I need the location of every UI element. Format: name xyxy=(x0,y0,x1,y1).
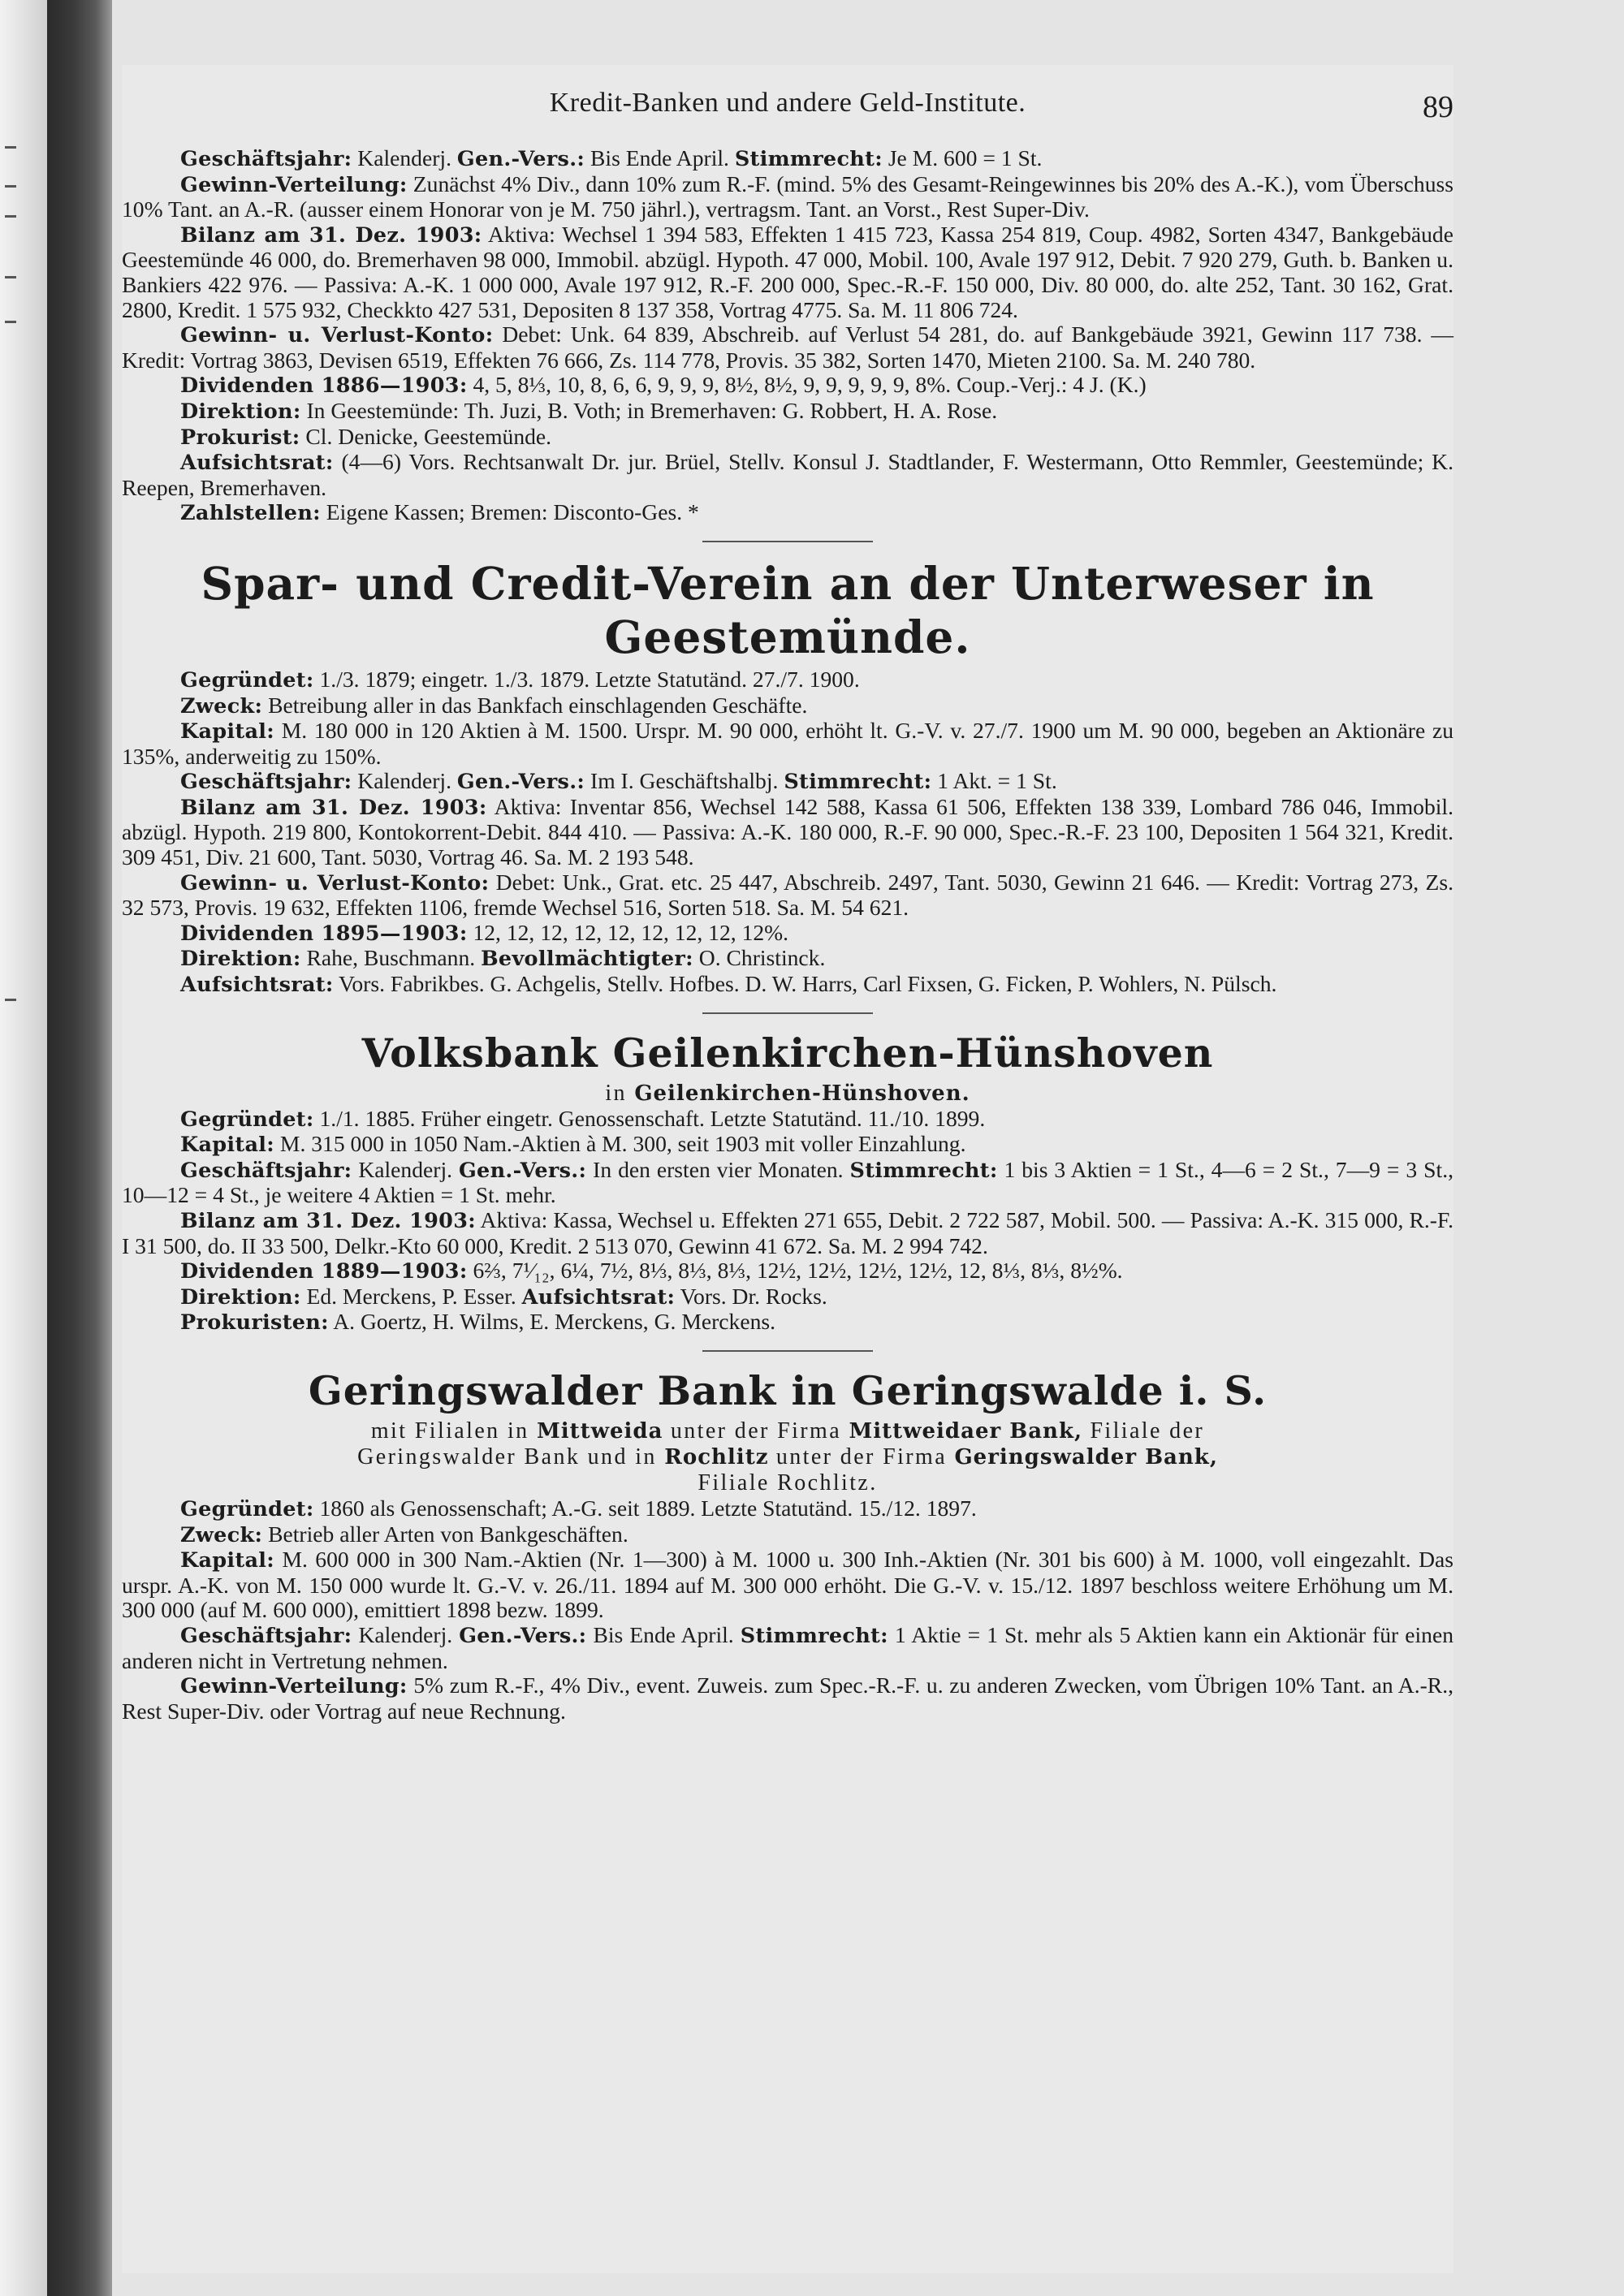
entry-title: Geringswalder Bank in Geringswalde i. S. xyxy=(308,1366,1268,1414)
paragraph-gewinn-verteilung: Gewinn-Verteilung: Zunächst 4% Div., dann 10% zum R.-F. (mind. 5% des Gesamt-Reingewinnes bis 20% des A.-K.), vom Überschuss 10% Tant. an A.-R. (ausser einem Honorar von je M. 750 jährl.), vertragsm. Tant. an Vorst., Rest Super-Div. xyxy=(122,170,1453,222)
paragraph-gegruendet: Gegründet: 1860 als Genossenschaft; A.-G. seit 1889. Letzte Statutänd. 15./12. 1897. xyxy=(180,1495,977,1521)
page-content xyxy=(122,146,1453,1724)
paragraph-direktion: Direktion: Rahe, Buschmann. Bevollmächtigter: O. Christinck. xyxy=(180,945,826,972)
page-edge-left xyxy=(0,0,47,2296)
entry-subtitle-line3: Filiale Rochlitz. xyxy=(698,1470,878,1495)
paragraph-geschaeftsjahr: Geschäftsjahr: Kalenderj. Gen.-Vers.: Bis Ende April. Stimmrecht: 1 Aktie = 1 St. mehr als 5 Aktien kann ein Aktionär für einen anderen nicht in Vertretung nehmen. xyxy=(122,1621,1453,1673)
paragraph-gegruendet: Gegründet: 1./3. 1879; eingetr. 1./3. 1879. Letzte Statutänd. 27./7. 1900. xyxy=(180,666,860,693)
page-number: 89 xyxy=(1423,90,1453,124)
paragraph-geschaeftsjahr: Geschäftsjahr: Kalenderj. Gen.-Vers.: In den ersten vier Monaten. Stimmrecht: 1 bis 3 Aktien = 1 St., 4—6 = 2 St., 7—9 = 3 St., 10—12 = 4 St., je weitere 4 Aktien = 1 St. mehr. xyxy=(122,1156,1453,1208)
paragraph-aufsichtsrat: Aufsichtsrat: (4—6) Vors. Rechtsanwalt Dr. jur. Brüel, Stellv. Konsul J. Stadtlander, F. Westermann, Otto Remmler, Geestemünde; K. Reepen, Bremerhaven. xyxy=(122,449,1454,500)
paragraph-kapital: Kapital: M. 600 000 in 300 Nam.-Aktien (Nr. 1—300) à M. 1000 u. 300 Inh.-Aktien (Nr. 301 bis 600) à M. 1000, voll eingezahlt. Das urspr. A.-K. von M. 150 000 wurde lt. G.-V. v. 26./11. 1894 auf M. 300 000 erhöht. Die G.-V. v. 15./12. 1897 beschloss weitere Erhöhung um M. 300 000 (auf M. 600 000), emittiert 1898 bezw. 1899. xyxy=(122,1547,1454,1623)
binding-marks xyxy=(5,0,37,2296)
paragraph-gewinn-verlust: Gewinn- u. Verlust-Konto: Debet: Unk., Grat. etc. 25 447, Abschreib. 2497, Tant. 5030, Gewinn 21 646. — Kredit: Vortrag 273, Zs. 32 573, Provis. 19 632, Effekten 1106, fremde Wechsel 516, Sorten 518. Sa. M. 54 621. xyxy=(122,869,1453,921)
paragraph-direktion: Direktion: Ed. Merckens, P. Esser. Aufsichtsrat: Vors. Dr. Rocks. xyxy=(180,1283,827,1310)
section-divider xyxy=(702,541,873,542)
book-page xyxy=(122,65,1453,2273)
paragraph-aufsichtsrat: Aufsichtsrat: Vors. Fabrikbes. G. Achgelis, Stellv. Hofbes. D. W. Harrs, Carl Fixsen, G. Ficken, P. Wohlers, N. Pülsch. xyxy=(180,971,1277,998)
running-title: Kredit-Banken und andere Geld-Institute. xyxy=(549,88,1026,118)
entry-subtitle-line1: mit Filialen in Mittweida unter der Firma Mittweidaer Bank, Filiale der xyxy=(370,1418,1205,1444)
entry-subtitle-line2: Geringswalder Bank und in Rochlitz unter der Firma Geringswalder Bank, xyxy=(357,1444,1218,1470)
paragraph-geschaeftsjahr: Geschäftsjahr: Kalenderj. Gen.-Vers.: Im I. Geschäftshalbj. Stimmrecht: 1 Akt. = 1 St. xyxy=(180,768,1057,795)
paragraph-bilanz: Bilanz am 31. Dez. 1903: Aktiva: Inventar 856, Wechsel 142 588, Kassa 61 506, Effekten 138 339, Lombard 786 046, Immobil. abzügl. Hypoth. 219 800, Kontokorrent-Debit. 844 410. — Passiva: A.-K. 180 000, R.-F. 90 000, Spec.-R.-F. 23 100, Depositen 1 564 321, Kredit. 309 451, Div. 21 600, Tant. 5030, Vortrag 46. Sa. M. 2 193 548. xyxy=(122,793,1453,870)
entry-spar-credit-verein xyxy=(122,557,1453,998)
paragraph-dividenden: Dividenden 1895—1903: 12, 12, 12, 12, 12, 12, 12, 12, 12%. xyxy=(180,919,789,946)
paragraph-prokuristen: Prokuristen: A. Goertz, H. Wilms, E. Merckens, G. Merckens. xyxy=(180,1309,776,1336)
paragraph-prokurist: Prokurist: Cl. Denicke, Geestemünde. xyxy=(180,423,552,450)
entry-subtitle: in Geilenkirchen-Hünshoven. xyxy=(605,1080,970,1106)
book-gutter-shadow xyxy=(47,0,112,2296)
paragraph-bilanz: Bilanz am 31. Dez. 1903: Aktiva: Wechsel 1 394 583, Effekten 1 415 723, Kassa 254 819, Coup. 4982, Sorten 4347, Bankgebäude Geestemünde 46 000, do. Bremerhaven 98 000, Immobil. abzügl. Hypoth. 47 000, Mobil. 100, Avale 197 912, Debit. 7 920 279, Guth. b. Banken u. Bankiers 422 976. — Passiva: A.-K. 1 000 000, Avale 197 912, R.-F. 200 000, Spec.-R.-F. 150 000, Div. 80 000, do. alte 252, Tant. 30 162, Grat. 2800, Kredit. 1 575 932, Checkkto 427 531, Depositen 8 137 358, Vortrag 4775. Sa. M. 11 806 724. xyxy=(122,221,1453,322)
section-divider xyxy=(702,1012,873,1014)
paragraph-geschaeftsjahr: Geschäftsjahr: Kalenderj. Gen.-Vers.: Bis Ende April. Stimmrecht: Je M. 600 = 1 St. xyxy=(180,145,1043,171)
paragraph-direktion: Direktion: In Geestemünde: Th. Juzi, B. Voth; in Bremerhaven: G. Robbert, H. A. Rose. xyxy=(180,397,998,424)
entry-volksbank-geilenkirchen xyxy=(122,1029,1453,1336)
entry-title: Spar- und Credit-Verein an der Unterweser in Geestemünde. xyxy=(201,556,1375,663)
paragraph-zweck: Zweck: Betrieb aller Arten von Bankgeschäften. xyxy=(180,1521,628,1547)
paragraph-kapital: Kapital: M. 180 000 in 120 Aktien à M. 1500. Urspr. M. 90 000, erhöht lt. G.-V. v. 27./7. 1900 um M. 90 000, begeben an Aktionäre zu 135%, anderweitig zu 150%. xyxy=(122,718,1453,769)
paragraph-bilanz: Bilanz am 31. Dez. 1903: Aktiva: Kassa, Wechsel u. Effekten 271 655, Debit. 2 722 587, Mobil. 500. — Passiva: A.-K. 315 000, R.-F. I 31 500, do. II 33 500, Delkr.-Kto 60 000, Kredit. 2 513 070, Gewinn 41 672. Sa. M. 2 994 742. xyxy=(122,1207,1453,1258)
paragraph-gewinn-verteilung: Gewinn-Verteilung: 5% zum R.-F., 4% Div., event. Zuweis. zum Spec.-R.-F. u. zu anderen Zwecken, vom Übrigen 10% Tant. an A.-R., Rest Super-Div. oder Vortrag auf neue Rechnung. xyxy=(122,1672,1453,1724)
entry-geringswalder-bank xyxy=(122,1366,1453,1724)
paragraph-gewinn-verlust: Gewinn- u. Verlust-Konto: Debet: Unk. 64 839, Abschreib. auf Verlust 54 281, do. auf Bankgebäude 3921, Gewinn 117 738. — Kredit: Vortrag 3863, Devisen 6519, Effekten 76 666, Zs. 114 778, Provis. 35 382, Sorten 1470, Mieten 2100. Sa. M. 240 780. xyxy=(122,322,1454,373)
section-divider xyxy=(702,1350,873,1352)
paragraph-dividenden: Dividenden 1886—1903: 4, 5, 8⅓, 10, 8, 6, 6, 9, 9, 9, 8½, 8½, 9, 9, 9, 9, 9, 8%. Coup.-Verj.: 4 J. (K.) xyxy=(180,372,1147,399)
entry-title: Volksbank Geilenkirchen-Hünshoven xyxy=(361,1029,1214,1077)
paragraph-zweck: Zweck: Betreibung aller in das Bankfach einschlagenden Geschäfte. xyxy=(180,692,808,719)
paragraph-zahlstellen: Zahlstellen: Eigene Kassen; Bremen: Disconto-Ges. * xyxy=(180,499,699,526)
paragraph-dividenden: Dividenden 1889—1903: 6⅔, 7¹⁄₁₂, 6¼, 7½, 8⅓, 8⅓, 8⅓, 12½, 12½, 12½, 12½, 12, 8⅓, 8⅓, 8½%. xyxy=(180,1258,1123,1284)
running-header xyxy=(122,88,1453,128)
paragraph-kapital: Kapital: M. 315 000 in 1050 Nam.-Aktien à M. 300, seit 1903 mit voller Einzahlung. xyxy=(180,1131,966,1158)
entry-continued-bank xyxy=(122,146,1453,526)
paragraph-gegruendet: Gegründet: 1./1. 1885. Früher eingetr. Genossenschaft. Letzte Statutänd. 11./10. 1899. xyxy=(180,1105,986,1132)
